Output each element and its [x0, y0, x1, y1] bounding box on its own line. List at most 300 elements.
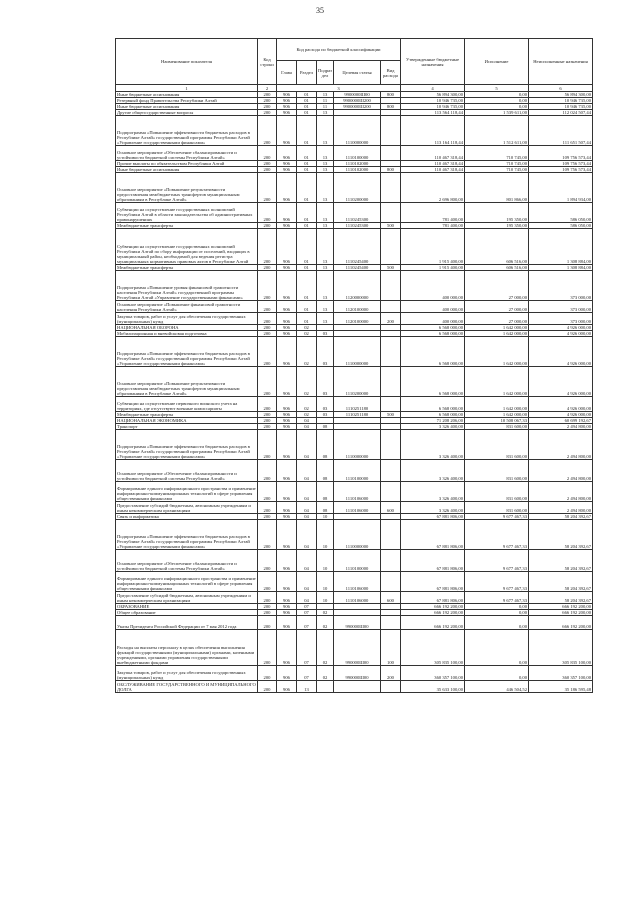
row-expense-type: 500 — [381, 265, 401, 271]
row-unexecuted: 60 699 192,67 — [529, 418, 593, 424]
row-expense-type — [381, 616, 401, 630]
row-section: 01 — [297, 229, 317, 265]
row-section: 01 — [297, 116, 317, 146]
row-expense-type: 200 — [381, 666, 401, 681]
row-name: Мобилизационная и вневойсковая подготовка — [116, 331, 258, 337]
row-approved: 3 326 400,00 — [401, 482, 465, 502]
row-executed: 195 350,00 — [465, 223, 529, 229]
row-approved: 666 192 200,00 — [401, 610, 465, 616]
table-row — [116, 98, 593, 104]
row-name: Межбюджетные трансферты — [116, 223, 258, 229]
table-row — [116, 271, 593, 301]
table-row — [116, 572, 593, 592]
row-unexecuted: 4 926 000,00 — [529, 412, 593, 418]
row-approved: 6 568 000,00 — [401, 337, 465, 367]
row-unexecuted: 666 192 200,00 — [529, 610, 593, 616]
row-name: Субвенции на осуществление государственных полномочий Республики Алтай в области законодательства об административных правонарушениях — [116, 203, 258, 223]
row-section: 04 — [297, 520, 317, 550]
row-section: 07 — [297, 604, 317, 610]
row-executed: 1 642 000,00 — [465, 331, 529, 337]
row-approved: 110 467 318,44 — [401, 146, 465, 161]
row-approved: 6 568 000,00 — [401, 331, 465, 337]
row-approved: 1 915 400,00 — [401, 265, 465, 271]
row-executed: 27 000,00 — [465, 313, 529, 325]
row-section: 01 — [297, 271, 317, 301]
row-name: Подпрограмма «Повышение эффективности бюджетных расходов в Республике Алтай» государственной программы Республики Алтай «Управление государственными финансами» — [116, 116, 258, 146]
row-expense-type: 500 — [381, 412, 401, 418]
row-target: 1110245300 — [334, 223, 381, 229]
row-subsection: 13 — [317, 110, 334, 116]
column-index: 1 — [116, 85, 258, 92]
row-executed: 9 677 467,33 — [465, 592, 529, 604]
row-executed: 710 745,00 — [465, 146, 529, 161]
row-unexecuted: 373 000,00 — [529, 301, 593, 313]
row-target: 9900000Ш200 — [334, 104, 381, 110]
column-index: 3 — [277, 85, 401, 92]
row-code: 200 — [258, 146, 277, 161]
header-target: Целевая статья — [334, 61, 381, 85]
table-row — [116, 301, 593, 313]
row-name: Транспорт — [116, 424, 258, 430]
row-code: 200 — [258, 610, 277, 616]
budget-table — [115, 38, 593, 693]
row-code: 200 — [258, 313, 277, 325]
row-subsection: 08 — [317, 424, 334, 430]
row-code: 200 — [258, 397, 277, 412]
column-index: 6 — [529, 85, 593, 92]
row-chapter: 906 — [277, 592, 297, 604]
row-unexecuted: 111 651 507,44 — [529, 116, 593, 146]
row-executed: 9 677 467,33 — [465, 572, 529, 592]
row-chapter: 906 — [277, 337, 297, 367]
column-index: 5 — [465, 85, 529, 92]
row-code: 200 — [258, 265, 277, 271]
row-code: 200 — [258, 223, 277, 229]
row-code: 200 — [258, 337, 277, 367]
row-code: 200 — [258, 460, 277, 482]
row-name: Формирование единого информационного пространства и применение информационно-коммуникационных технологий в сфере управления общественными финансами — [116, 572, 258, 592]
row-approved: 67 881 806,00 — [401, 550, 465, 572]
row-unexecuted: 4 926 000,00 — [529, 397, 593, 412]
row-approved: 71 208 206,00 — [401, 418, 465, 424]
row-chapter: 906 — [277, 412, 297, 418]
row-target: 1110200000 — [334, 173, 381, 203]
row-executed: 0,00 — [465, 98, 529, 104]
row-chapter: 906 — [277, 110, 297, 116]
row-executed: 606 516,00 — [465, 265, 529, 271]
table-row — [116, 337, 593, 367]
row-subsection: 13 — [317, 167, 334, 173]
row-section: 01 — [297, 161, 317, 167]
row-expense-type: 100 — [381, 630, 401, 666]
table-row — [116, 520, 593, 550]
row-name: Основное мероприятие «Обеспечение сбалансированности и устойчивости бюджетной системы Республики Алтай» — [116, 460, 258, 482]
row-expense-type — [381, 482, 401, 502]
row-section: 01 — [297, 265, 317, 271]
row-section: 04 — [297, 514, 317, 520]
row-unexecuted: 666 192 200,00 — [529, 616, 593, 630]
row-section: 07 — [297, 630, 317, 666]
row-subsection: 10 — [317, 572, 334, 592]
table-row — [116, 592, 593, 604]
row-unexecuted: 2 494 800,00 — [529, 502, 593, 514]
row-name: Иные бюджетные ассигнования — [116, 167, 258, 173]
row-unexecuted: 109 756 573,44 — [529, 146, 593, 161]
row-subsection: 13 — [317, 223, 334, 229]
header-code-line: Код строки — [258, 39, 277, 85]
row-executed: 831 600,00 — [465, 502, 529, 514]
page-number: 35 — [316, 6, 324, 15]
row-subsection: 13 — [317, 271, 334, 301]
row-target: 1110000000 — [334, 116, 381, 146]
row-expense-type — [381, 430, 401, 460]
row-subsection: 13 — [317, 173, 334, 203]
row-approved: 666 192 200,00 — [401, 604, 465, 610]
row-approved: 3 326 400,00 — [401, 502, 465, 514]
row-approved: 6 568 000,00 — [401, 367, 465, 397]
row-target: 1110000000 — [334, 520, 381, 550]
row-code: 200 — [258, 681, 277, 693]
row-code: 200 — [258, 367, 277, 397]
row-chapter: 906 — [277, 514, 297, 520]
column-index: 2 — [258, 85, 277, 92]
row-executed: 710 745,00 — [465, 167, 529, 173]
header-expense-type: Вид расхода — [381, 61, 401, 85]
row-subsection: 11 — [317, 104, 334, 110]
row-target: 1110245400 — [334, 229, 381, 265]
row-unexecuted: 2 494 800,00 — [529, 430, 593, 460]
header-executed: Исполнение — [465, 39, 529, 85]
row-executed: 831 600,00 — [465, 460, 529, 482]
row-executed: 1 642 000,00 — [465, 337, 529, 367]
row-target: 1110102000 — [334, 167, 381, 173]
row-expense-type — [381, 146, 401, 161]
row-name: ОБРАЗОВАНИЕ — [116, 604, 258, 610]
row-unexecuted: 58 204 392,67 — [529, 572, 593, 592]
row-name: Подпрограмма «Повышение эффективности бюджетных расходов в Республике Алтай» государственной программы Республики Алтай «Управление государственными финансами» — [116, 430, 258, 460]
row-name: Межбюджетные трансферты — [116, 412, 258, 418]
row-section: 13 — [297, 681, 317, 693]
row-name: Субвенции на осуществление государственных полномочий Республики Алтай по сбору информации от поселений, входящих в муниципальный район, необходимой для ведения регистра муниципальных нормативных правовых актов в Республике Алтай — [116, 229, 258, 265]
row-name: Иные бюджетные ассигнования — [116, 104, 258, 110]
row-name: Субвенции на осуществление первичного воинского учета на территориях, где отсутствуют военные комиссариаты — [116, 397, 258, 412]
row-unexecuted: 1 308 884,00 — [529, 265, 593, 271]
table-row — [116, 397, 593, 412]
row-section: 07 — [297, 610, 317, 616]
row-code: 200 — [258, 98, 277, 104]
row-expense-type: 200 — [381, 313, 401, 325]
row-chapter: 906 — [277, 430, 297, 460]
row-section: 02 — [297, 331, 317, 337]
row-chapter: 906 — [277, 616, 297, 630]
column-index: 4 — [401, 85, 465, 92]
row-approved: 10 946 735,00 — [401, 104, 465, 110]
row-approved: 400 000,00 — [401, 301, 465, 313]
row-section: 01 — [297, 223, 317, 229]
row-target: 1110251180 — [334, 397, 381, 412]
row-unexecuted: 373 000,00 — [529, 271, 593, 301]
row-code: 200 — [258, 173, 277, 203]
row-unexecuted: 666 192 200,00 — [529, 604, 593, 610]
row-expense-type — [381, 572, 401, 592]
row-chapter: 906 — [277, 610, 297, 616]
row-executed: 0,00 — [465, 666, 529, 681]
row-approved: 67 881 806,00 — [401, 520, 465, 550]
row-unexecuted: 56 894 300,00 — [529, 92, 593, 98]
row-chapter: 906 — [277, 161, 297, 167]
row-target: 1110100000 — [334, 550, 381, 572]
row-subsection: 03 — [317, 412, 334, 418]
header-unexecuted: Неисполненные назначения — [529, 39, 593, 85]
row-executed: 446 504,52 — [465, 681, 529, 693]
row-expense-type: 800 — [381, 167, 401, 173]
row-name: Формирование единого информационного пространства и применение информационно-коммуникационных технологий в сфере управления общественными финансами — [116, 482, 258, 502]
row-section: 02 — [297, 367, 317, 397]
row-subsection: 10 — [317, 550, 334, 572]
row-chapter: 906 — [277, 681, 297, 693]
header-name: Наименование показателя — [116, 39, 258, 85]
row-name: Предоставление субсидий бюджетным, автономным учреждениям и иным некоммерческим организациям — [116, 592, 258, 604]
row-unexecuted: 586 050,00 — [529, 223, 593, 229]
row-expense-type: 800 — [381, 104, 401, 110]
row-chapter: 906 — [277, 424, 297, 430]
row-code: 200 — [258, 604, 277, 610]
row-approved: 781 400,00 — [401, 203, 465, 223]
row-code: 200 — [258, 550, 277, 572]
row-approved: 113 564 118,44 — [401, 110, 465, 116]
row-section: 04 — [297, 592, 317, 604]
row-section: 04 — [297, 460, 317, 482]
row-code: 200 — [258, 161, 277, 167]
row-chapter: 906 — [277, 666, 297, 681]
row-name: Закупка товаров, работ и услуг для обеспечения государственных (муниципальных) нужд — [116, 666, 258, 681]
row-code: 200 — [258, 116, 277, 146]
row-unexecuted: 305 835 100,00 — [529, 630, 593, 666]
row-target: 990000Ш00 — [334, 630, 381, 666]
row-code: 200 — [258, 301, 277, 313]
row-section: 02 — [297, 412, 317, 418]
row-subsection: 03 — [317, 367, 334, 397]
row-code: 200 — [258, 666, 277, 681]
row-name: Связь и информатика — [116, 514, 258, 520]
row-code: 200 — [258, 418, 277, 424]
column-index-row — [116, 85, 593, 92]
row-expense-type — [381, 301, 401, 313]
row-chapter: 906 — [277, 146, 297, 161]
row-approved: 6 568 000,00 — [401, 397, 465, 412]
header-subsection: Подраз дел — [317, 61, 334, 85]
row-subsection: 03 — [317, 331, 334, 337]
row-approved: 360 357 100,00 — [401, 666, 465, 681]
row-executed: 0,00 — [465, 630, 529, 666]
row-chapter: 906 — [277, 418, 297, 424]
row-target: 1110106000 — [334, 592, 381, 604]
row-executed: 0,00 — [465, 604, 529, 610]
row-section: 01 — [297, 301, 317, 313]
row-target: 1110245400 — [334, 265, 381, 271]
row-unexecuted: 2 494 800,00 — [529, 460, 593, 482]
row-code: 200 — [258, 514, 277, 520]
row-code: 200 — [258, 229, 277, 265]
header-classification: Код расхода по бюджетной классификации — [277, 39, 401, 61]
row-code: 200 — [258, 325, 277, 331]
row-target: 1110000000 — [334, 430, 381, 460]
row-expense-type: 500 — [381, 223, 401, 229]
row-name: Расходы на выплаты персоналу в целях обеспечения выполнения функций государственными (муниципальными) органами, казенными учреждениями, органами управления государственными внебюджетными фондами — [116, 630, 258, 666]
row-chapter: 906 — [277, 331, 297, 337]
row-chapter: 906 — [277, 104, 297, 110]
row-chapter: 906 — [277, 271, 297, 301]
row-target: 1110251180 — [334, 412, 381, 418]
row-target: 990000Ш00 — [334, 666, 381, 681]
row-unexecuted: 1 308 884,00 — [529, 229, 593, 265]
row-code: 200 — [258, 203, 277, 223]
row-code: 200 — [258, 616, 277, 630]
row-unexecuted: 586 050,00 — [529, 203, 593, 223]
row-section: 04 — [297, 572, 317, 592]
row-executed: 9 677 467,33 — [465, 550, 529, 572]
row-name: Основное мероприятие «Повышение результативности предоставления межбюджетных трансфертов муниципальным образованиям в Республике Алтай» — [116, 367, 258, 397]
row-code: 200 — [258, 430, 277, 460]
row-subsection: 13 — [317, 313, 334, 325]
header-chapter: Глава — [277, 61, 297, 85]
row-name: Закупка товаров, работ и услуг для обеспечения государственных (муниципальных) нужд — [116, 313, 258, 325]
row-executed: 9 677 467,33 — [465, 520, 529, 550]
row-executed: 0,00 — [465, 104, 529, 110]
table-row — [116, 482, 593, 502]
row-chapter: 906 — [277, 203, 297, 223]
table-row — [116, 550, 593, 572]
row-unexecuted: 4 926 000,00 — [529, 331, 593, 337]
row-name: Основное мероприятие «Обеспечение сбалансированности и устойчивости бюджетной системы Республики Алтай» — [116, 550, 258, 572]
row-target: 1110102000 — [334, 161, 381, 167]
row-expense-type: 600 — [381, 502, 401, 514]
row-approved: 56 894 300,00 — [401, 92, 465, 98]
row-chapter: 906 — [277, 367, 297, 397]
row-unexecuted: 109 756 573,44 — [529, 167, 593, 173]
row-unexecuted: 58 204 392,67 — [529, 514, 593, 520]
row-subsection: 13 — [317, 161, 334, 167]
table-row — [116, 616, 593, 630]
row-section: 01 — [297, 173, 317, 203]
row-target: 1110200000 — [334, 367, 381, 397]
row-expense-type — [381, 116, 401, 146]
row-expense-type — [381, 460, 401, 482]
row-name: Другие общегосударственные вопросы — [116, 110, 258, 116]
row-target: 1110106000 — [334, 482, 381, 502]
row-name: Подпрограмма «Повышение эффективности бюджетных расходов в Республике Алтай» государственной программы Республики Алтай «Управление государственными финансами» — [116, 520, 258, 550]
row-subsection: 11 — [317, 98, 334, 104]
row-executed: 831 600,00 — [465, 482, 529, 502]
table-row — [116, 229, 593, 265]
row-executed: 10 508 067,33 — [465, 418, 529, 424]
row-unexecuted: 1 894 934,00 — [529, 173, 593, 203]
row-subsection: 10 — [317, 514, 334, 520]
row-section: 01 — [297, 110, 317, 116]
row-target: 990000Ш00 — [334, 616, 381, 630]
row-approved: 67 881 806,00 — [401, 572, 465, 592]
row-target: 1110245300 — [334, 203, 381, 223]
row-executed: 1 642 000,00 — [465, 412, 529, 418]
row-target: 1110100000 — [334, 146, 381, 161]
row-chapter: 906 — [277, 604, 297, 610]
table-row — [116, 203, 593, 223]
row-chapter: 906 — [277, 301, 297, 313]
row-unexecuted: 4 926 000,00 — [529, 337, 593, 367]
row-code: 200 — [258, 167, 277, 173]
row-unexecuted: 4 926 000,00 — [529, 367, 593, 397]
row-approved: 666 192 200,00 — [401, 616, 465, 630]
row-name: Подпрограмма «Повышение эффективности бюджетных расходов в Республике Алтай» государственной программы Республики Алтай «Управление государственными финансами» — [116, 337, 258, 367]
row-section: 01 — [297, 167, 317, 173]
row-name: Резервный фонд Правительства Республики Алтай — [116, 98, 258, 104]
row-approved: 113 164 118,44 — [401, 116, 465, 146]
row-code: 200 — [258, 271, 277, 301]
row-unexecuted: 109 756 573,44 — [529, 161, 593, 167]
row-executed: 831 600,00 — [465, 424, 529, 430]
table-row — [116, 367, 593, 397]
row-section: 02 — [297, 397, 317, 412]
row-executed: 27 000,00 — [465, 301, 529, 313]
row-name: Основное мероприятие «Повышение финансовой грамотности населения Республики Алтай» — [116, 301, 258, 313]
row-chapter: 906 — [277, 265, 297, 271]
table-row — [116, 173, 593, 203]
row-approved: 400 000,00 — [401, 313, 465, 325]
row-chapter: 906 — [277, 572, 297, 592]
row-section: 04 — [297, 430, 317, 460]
row-section: 01 — [297, 203, 317, 223]
row-name: Межбюджетные трансферты — [116, 265, 258, 271]
row-approved: 3 326 400,00 — [401, 460, 465, 482]
row-approved: 2 696 800,00 — [401, 173, 465, 203]
row-approved: 305 835 100,00 — [401, 630, 465, 666]
row-expense-type: 600 — [381, 592, 401, 604]
row-subsection: 10 — [317, 520, 334, 550]
row-section: 07 — [297, 666, 317, 681]
row-subsection: 13 — [317, 229, 334, 265]
row-chapter: 906 — [277, 229, 297, 265]
row-executed: 710 745,00 — [465, 161, 529, 167]
table-row — [116, 666, 593, 681]
row-executed: 1 539 611,00 — [465, 110, 529, 116]
row-name: Прочие выплаты по обязательствам Республики Алтай — [116, 161, 258, 167]
row-name: Подпрограмма «Повышение уровня финансовой грамотности населения Республики Алтай» государственной программы Республики Алтай «Управление государственными финансами» — [116, 271, 258, 301]
row-section: 04 — [297, 482, 317, 502]
row-code: 200 — [258, 482, 277, 502]
row-approved: 6 568 000,00 — [401, 412, 465, 418]
row-target: 9900000Ш200 — [334, 98, 381, 104]
table-row — [116, 630, 593, 666]
row-expense-type: 800 — [381, 92, 401, 98]
row-target: 1120000000 — [334, 271, 381, 301]
row-subsection: 03 — [317, 337, 334, 367]
row-unexecuted: 373 000,00 — [529, 313, 593, 325]
row-executed: 9 677 467,33 — [465, 514, 529, 520]
row-unexecuted: 360 357 100,00 — [529, 666, 593, 681]
row-approved: 3 326 400,00 — [401, 424, 465, 430]
row-chapter: 906 — [277, 482, 297, 502]
row-name: Предоставление субсидий бюджетным, автономным учреждениям и иным некоммерческим организациям — [116, 502, 258, 514]
row-subsection: 02 — [317, 616, 334, 630]
row-section: 01 — [297, 313, 317, 325]
row-chapter: 906 — [277, 98, 297, 104]
row-expense-type — [381, 271, 401, 301]
row-approved: 1 915 400,00 — [401, 229, 465, 265]
row-target: 1120100000 — [334, 313, 381, 325]
row-approved: 110 467 318,44 — [401, 161, 465, 167]
row-subsection: 08 — [317, 460, 334, 482]
row-executed: 1 642 000,00 — [465, 367, 529, 397]
